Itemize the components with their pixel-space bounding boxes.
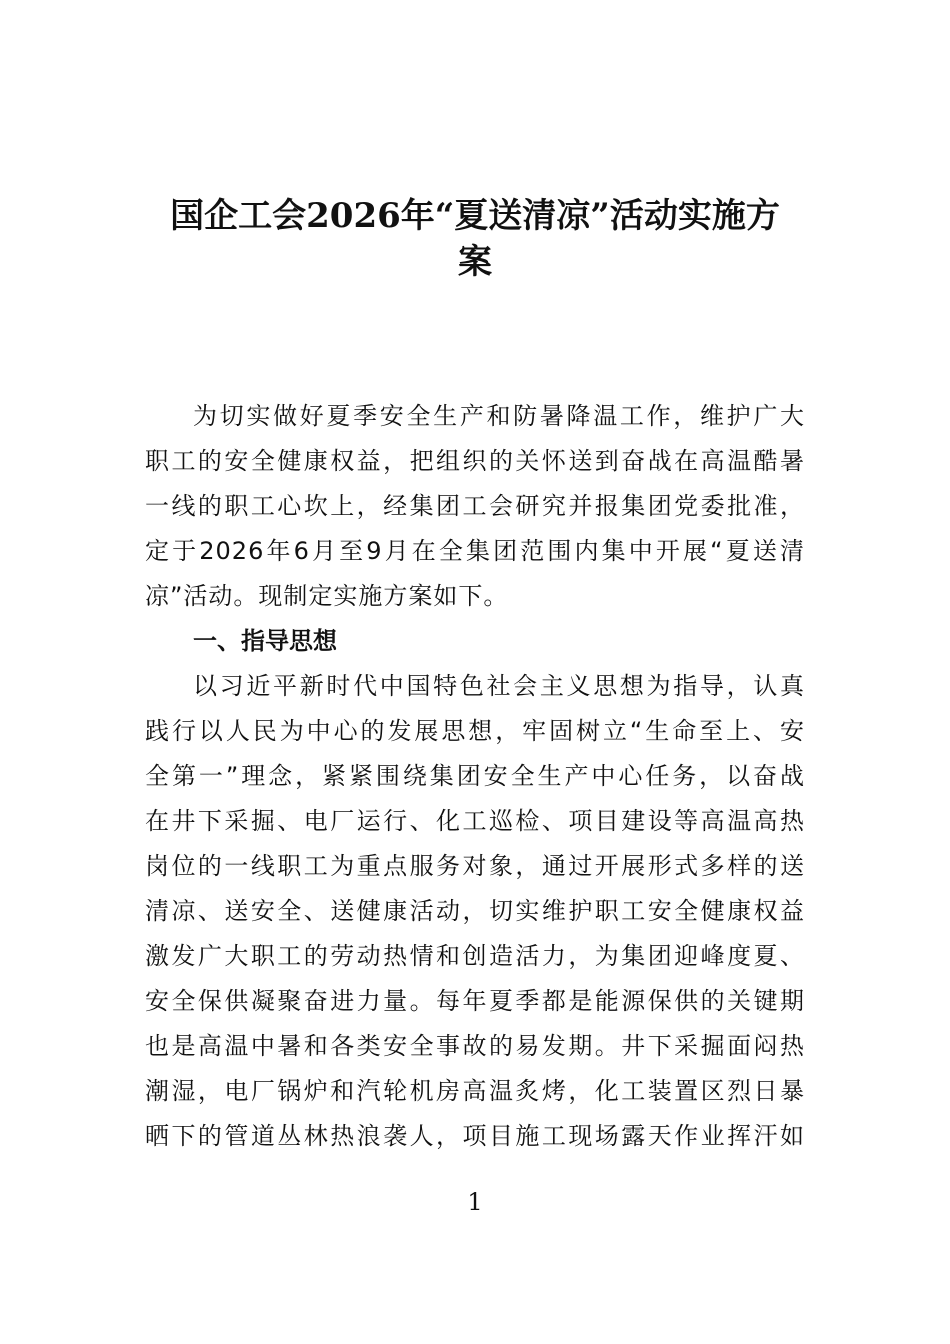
paragraph-line: 一线的职工心坎上，经集团工会研究并报集团党委批准， (145, 492, 805, 520)
paragraph-line: 职工的安全健康权益，把组织的关怀送到奋战在高温酷暑 (145, 447, 805, 475)
paragraph-line: 在井下采掘、电厂运行、化工巡检、项目建设等高温高热 (145, 807, 805, 835)
paragraph-line: 践行以人民为中心的发展思想，牢固树立“生命至上、安 (145, 717, 805, 745)
paragraph-line: 安全保供凝聚奋进力量。每年夏季都是能源保供的关键期 (145, 987, 805, 1015)
paragraph-line: 晒下的管道丛林热浪袭人，项目施工现场露天作业挥汗如 (145, 1122, 805, 1150)
paragraph-line: 清凉、送安全、送健康活动，切实维护职工安全健康权益 (145, 897, 805, 925)
paragraph-line: 定于2026年6月至9月在全集团范围内集中开展“夏送清 (145, 537, 805, 565)
paragraph-line: 凉”活动。现制定实施方案如下。 (145, 582, 509, 610)
paragraph-line: 激发广大职工的劳动热情和创造活力，为集团迎峰度夏、 (145, 942, 805, 970)
document-title-line-1: 国企工会2026年“夏送清凉”活动实施方 (170, 196, 780, 236)
paragraph-line: 全第一”理念，紧紧围绕集团安全生产中心任务，以奋战 (145, 762, 805, 790)
page-number: 1 (467, 1188, 483, 1216)
document-title-line-2: 案 (458, 242, 492, 282)
paragraph-line: 为切实做好夏季安全生产和防暑降温工作，维护广大 (193, 402, 805, 430)
paragraph-line: 也是高温中暑和各类安全事故的易发期。井下采掘面闷热 (145, 1032, 805, 1060)
paragraph-line: 以习近平新时代中国特色社会主义思想为指导，认真 (193, 672, 805, 700)
section-heading: 一、指导思想 (193, 627, 337, 655)
paragraph-line: 潮湿，电厂锅炉和汽轮机房高温炙烤，化工装置区烈日暴 (145, 1077, 805, 1105)
paragraph-line: 岗位的一线职工为重点服务对象，通过开展形式多样的送 (145, 852, 805, 880)
